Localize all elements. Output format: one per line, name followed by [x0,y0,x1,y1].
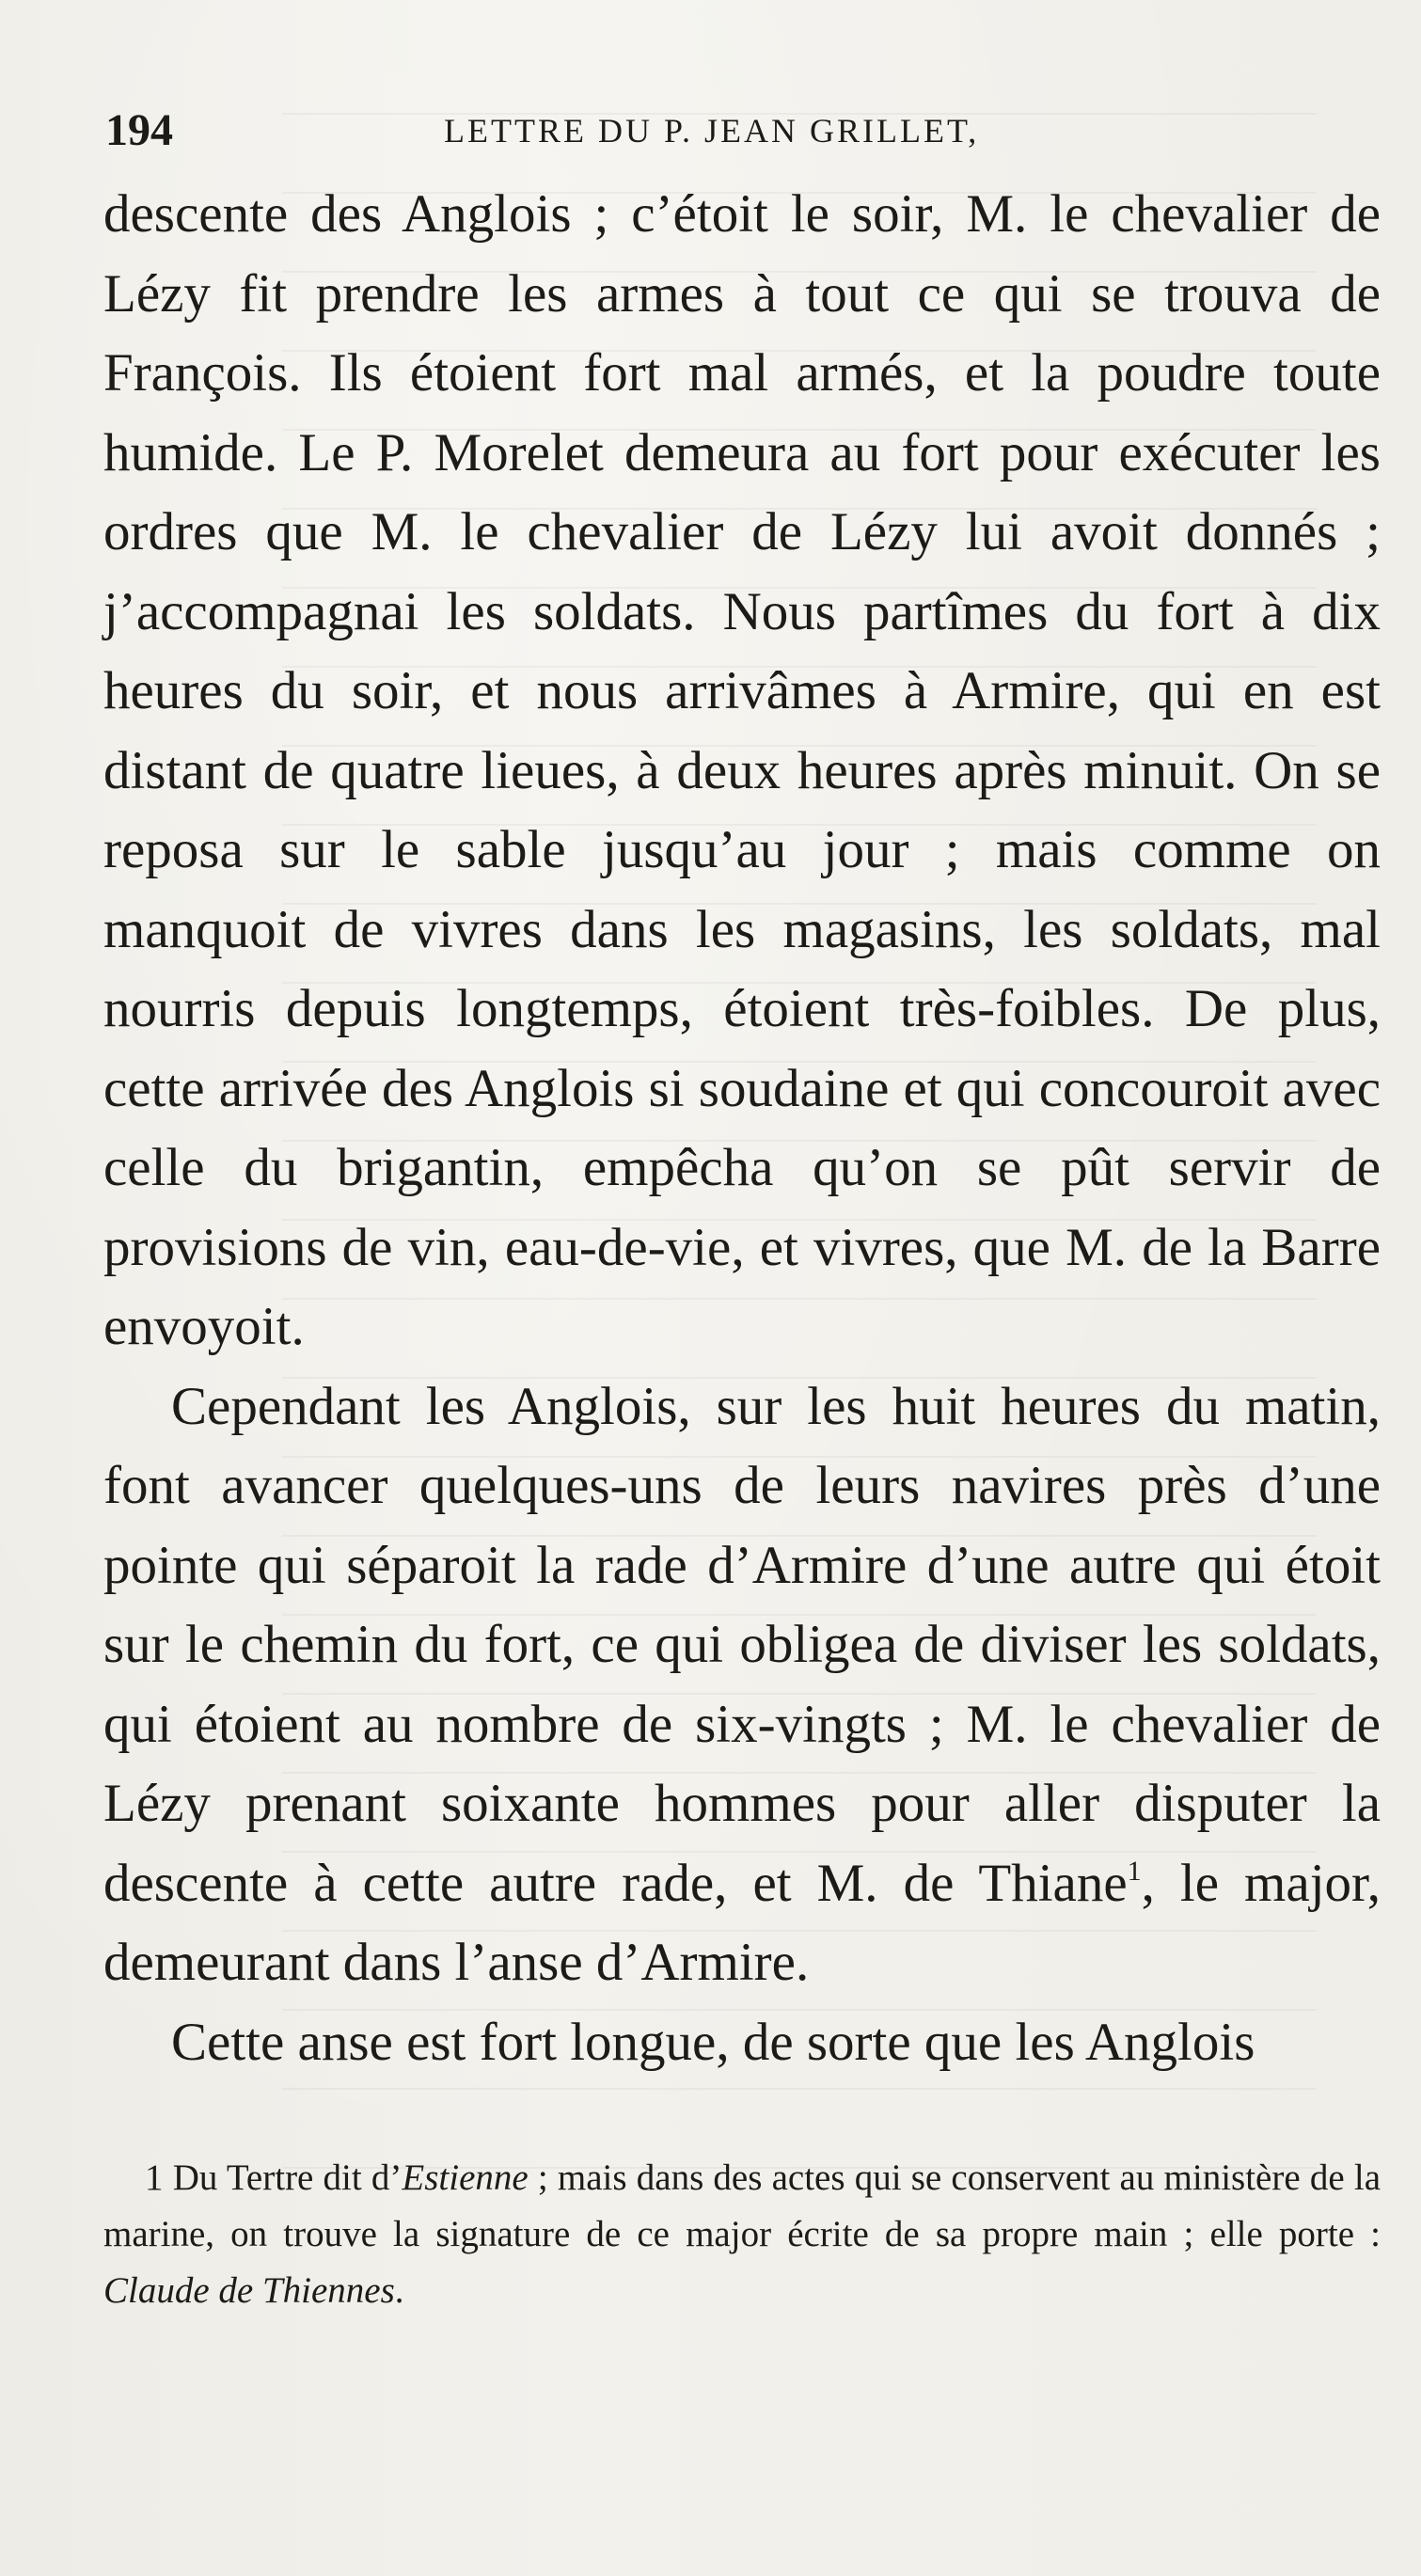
paragraph-2 [103,1367,1381,2003]
page-header [105,98,1378,164]
main-text [103,175,1381,2082]
footnote-text-3: . [394,2270,404,2311]
page-number: 194 [105,105,173,155]
running-head: LETTRE DU P. JEAN GRILLET, [444,112,980,150]
footnote-marker: 1 [145,2157,164,2198]
footnote [103,2150,1381,2319]
footnote-reference: 1 [1127,1855,1142,1887]
footnote-italic-1: Estienne [402,2157,529,2198]
paragraph-2-text-a: Cependant les Anglois, sur les huit heures du matin, font avancer quelques-uns de leurs navires près d’une pointe qui séparoit la rade d’Armire d’une autre qui étoit sur le chemin du fort, ce qui obligea de diviser les soldats, qui étoient au nombre de six-vingts ; M. le chevalier de Lézy prenant soixante hommes pour aller disputer la descente à cette autre rade, et M. de Thiane [103,1376,1381,1913]
paragraph-3: Cette anse est fort longue, de sorte que les Anglois [171,2012,1255,2072]
paragraph-2-text-b: , le major, demeurant dans l’anse d’Armire. [103,1853,1381,1992]
paragraph-1: descente des Anglois ; c’étoit le soir, M. le chevalier de Lézy fit prendre les armes à tout ce qui se trouva de François. Ils étoient fort mal armés, et la poudre toute humide. Le P. Morelet demeura au fort pour exécuter les ordres que M. le chevalier de Lézy lui avoit donnés ; j’accompagnai les soldats. Nous partîmes du fort à dix heures du soir, et nous arrivâmes à Armire, qui en est distant de quatre lieues, à deux heures après minuit. On se reposa sur le sable jusqu’au jour ; mais comme on manquoit de vivres dans les magasins, les soldats, mal nourris depuis longtemps, étoient très-foibles. De plus, cette arrivée des Anglois si soudaine et qui concouroit avec celle du brigantin, empêcha qu’on se pût servir de provisions de vin, eau-de-vie, et vivres, que M. de la Barre envoyoit. [103,184,1381,1356]
footnote-text-1: Du Tertre dit d’ [172,2157,403,2198]
footnote-text-2: ; mais dans des actes qui se conservent au ministère de la marine, on trouve la signature de ce major écrite de sa propre main ; elle porte : [103,2157,1381,2254]
footnote-italic-2: Claude de Thiennes [103,2270,395,2311]
